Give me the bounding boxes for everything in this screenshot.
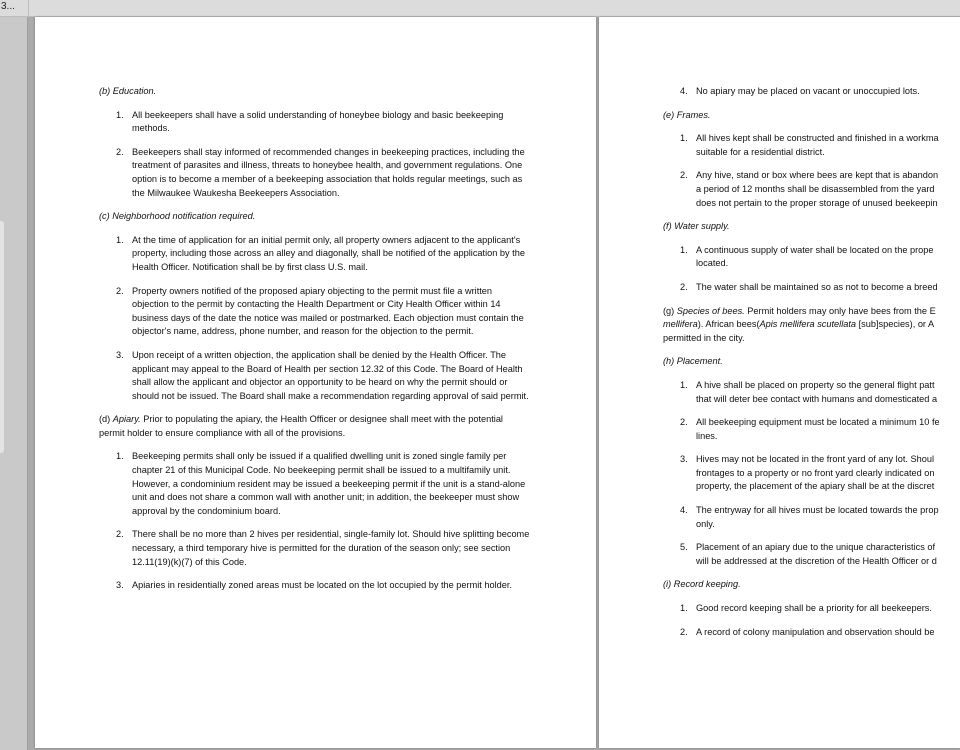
section-f-title: (f) Water supply. xyxy=(663,221,730,232)
item-line: property, the placement of the apiary shall be at the discret xyxy=(696,481,935,492)
item-number: 2. xyxy=(116,146,124,157)
list-item xyxy=(663,626,960,640)
item-text: There shall be no more than 2 hives per residential, single-family lot. Should hive splitting become necessary, a third temporary hive is permitted for the duration of the season only; see section 12.11(19)(k)(7) of this Code. xyxy=(132,529,530,567)
section-g-text: ). African bees( xyxy=(697,319,760,330)
section-i-heading xyxy=(663,578,960,592)
item-number: 2. xyxy=(680,281,688,292)
item-number: 2. xyxy=(116,529,124,540)
section-g-title: Species of bees. xyxy=(676,305,745,316)
item-line: that will deter bee contact with humans and domesticated a xyxy=(696,393,938,404)
page-2-content xyxy=(663,85,960,649)
species-name: mellifera xyxy=(663,319,698,330)
item-number: 4. xyxy=(680,86,688,96)
list-item xyxy=(99,146,531,200)
section-d-heading xyxy=(99,413,531,440)
item-text: Beekeeping permits shall only be issued if a qualified dwelling unit is zoned single family per chapter 21 of this Municipal Code. No beekeeping permit shall be issued to a multifamily unit. However, a condominium resident may be issued a beekeeping permit if the unit is a stand-alone unit and does not share a common wall with another unit; in addition, the beekeeper must show approval by the condominium board. xyxy=(132,451,526,516)
left-sidebar xyxy=(0,17,28,750)
item-text: Apiaries in residentially zoned areas must be located on the lot occupied by the permit holder. xyxy=(132,580,512,591)
item-number: 3. xyxy=(116,349,124,360)
document-page-2 xyxy=(599,17,960,748)
item-number: 1. xyxy=(116,234,124,245)
section-e-title: (e) Frames. xyxy=(663,109,711,120)
item-line: lines. xyxy=(696,430,718,441)
list-item xyxy=(99,528,531,569)
item-line: Any hive, stand or box where bees are kept that is abandon xyxy=(696,170,939,181)
list-item xyxy=(99,234,531,275)
section-f-list xyxy=(663,244,960,295)
item-line: only. xyxy=(696,518,715,529)
item-line: located. xyxy=(696,258,729,269)
item-line: does not pertain to the proper storage of unused beekeepin xyxy=(696,197,938,208)
section-c-title: (c) Neighborhood notification required. xyxy=(99,211,256,222)
section-c-heading xyxy=(99,210,531,224)
item-number: 2. xyxy=(680,170,688,181)
section-d-label: (d) xyxy=(99,414,113,425)
list-item xyxy=(99,450,531,518)
item-line: Placement of an apiary due to the unique characteristics of xyxy=(696,542,936,553)
section-b-title: (b) Education. xyxy=(99,86,157,96)
item-number: 2. xyxy=(116,285,124,296)
section-g-text: Permit holders may only have bees from the E xyxy=(744,305,936,316)
item-text: Good record keeping shall be a priority for all beekeepers. xyxy=(696,603,932,614)
list-item xyxy=(663,602,960,616)
item-line: Hives may not be located in the front yard of any lot. Shoul xyxy=(696,454,934,465)
section-g-paragraph xyxy=(663,305,960,346)
item-line: The water shall be maintained so as not to become a breed xyxy=(696,281,938,292)
section-d-list-continued xyxy=(663,85,960,99)
list-item xyxy=(663,453,960,494)
list-item xyxy=(663,169,960,210)
section-d-title: Apiary. xyxy=(112,414,141,425)
section-i-list xyxy=(663,602,960,639)
section-f-heading xyxy=(663,220,960,234)
top-toolbar xyxy=(0,0,960,17)
page-1-content xyxy=(99,85,531,603)
list-item xyxy=(663,379,960,406)
window-tab[interactable]: 3... xyxy=(1,1,15,12)
section-b-list xyxy=(99,109,531,201)
document-page-1 xyxy=(35,17,596,748)
item-line: All beekeeping equipment must be located a minimum 10 fe xyxy=(696,417,940,428)
item-line: The entryway for all hives must be located towards the prop xyxy=(696,505,939,516)
item-number: 1. xyxy=(680,133,688,144)
item-line: a period of 12 months shall be disassembled from the yard xyxy=(696,183,935,194)
section-d-list xyxy=(99,450,531,592)
item-text: A record of colony manipulation and observation should be xyxy=(696,626,935,637)
list-item xyxy=(663,281,960,295)
item-number: 1. xyxy=(680,244,688,255)
item-line: All hives kept shall be constructed and finished in a workma xyxy=(696,133,939,144)
item-line: A hive shall be placed on property so the general flight patt xyxy=(696,379,935,390)
item-line: frontages to a property or no front yard clearly indicated on xyxy=(696,467,935,478)
list-item xyxy=(663,132,960,159)
item-text: No apiary may be placed on vacant or unoccupied lots. xyxy=(696,86,920,96)
section-i-title: (i) Record keeping. xyxy=(663,579,741,590)
item-line: A continuous supply of water shall be located on the prope xyxy=(696,244,934,255)
item-text: Property owners notified of the proposed apiary objecting to the permit must file a written objection to the permit by contacting the Health Department or City Health Officer within 14 business days of the date the notice was mailed or postmarked. Each objection must contain the objector's name, address, phone number, and reason for the objection to the permit. xyxy=(132,285,524,337)
item-text: Upon receipt of a written objection, the application shall be denied by the Health Officer. The applicant may appeal to the Board of Health per section 12.32 of this Code. The Board of Health shall allow the applicant and objector an opportunity to be heard on why the permit should or should not be issued. The Board shall make a recommendation regarding approval of said permit. xyxy=(132,349,529,401)
section-h-heading xyxy=(663,355,960,369)
section-b-heading xyxy=(99,85,531,99)
item-text: At the time of application for an initial permit only, all property owners adjacent to the applicant's property, including those across an alley and diagonally, shall be notified of the application by the Health Officer. Notification shall be by first class U.S. mail. xyxy=(132,234,525,272)
item-number: 1. xyxy=(680,379,688,390)
item-text: Beekeepers shall stay informed of recommended changes in beekeeping practices, including the treatment of parasites and illness, threats to honeybee health, and government regulations. One option is to become a member of a beekeeping association that holds regular meetings, such as the Milwaukee Waukesha Beekeepers Association. xyxy=(132,146,525,198)
section-d-text: Prior to populating the apiary, the Health Officer or designee shall meet with the potential permit holder to ensure compliance with all of the provisions. xyxy=(99,414,503,438)
list-item xyxy=(663,541,960,568)
item-number: 1. xyxy=(116,451,124,462)
item-number: 3. xyxy=(680,454,688,465)
item-number: 1. xyxy=(680,603,688,614)
section-h-title: (h) Placement. xyxy=(663,356,723,367)
list-item xyxy=(99,109,531,136)
species-name: Apis mellifera scutellata xyxy=(759,319,857,330)
item-number: 2. xyxy=(680,626,688,637)
item-number: 2. xyxy=(680,417,688,428)
tab-divider xyxy=(28,0,29,16)
list-item xyxy=(99,579,531,593)
item-number: 4. xyxy=(680,505,688,516)
item-number: 5. xyxy=(680,542,688,553)
list-item xyxy=(99,285,531,339)
list-item xyxy=(663,85,960,99)
item-number: 3. xyxy=(116,580,124,591)
sidebar-handle[interactable] xyxy=(0,221,4,453)
list-item xyxy=(663,504,960,531)
list-item xyxy=(99,349,531,403)
section-g-text: permitted in the city. xyxy=(663,332,745,343)
section-h-list xyxy=(663,379,960,569)
item-line: suitable for a residential district. xyxy=(696,146,825,157)
item-text: All beekeepers shall have a solid understanding of honeybee biology and basic beekeeping methods. xyxy=(132,109,504,134)
list-item xyxy=(663,244,960,271)
item-number: 1. xyxy=(116,109,124,120)
section-g-text: [sub]species), or A xyxy=(856,319,935,330)
section-g-label: (g) xyxy=(663,305,677,316)
list-item xyxy=(663,416,960,443)
section-e-list xyxy=(663,132,960,210)
section-e-heading xyxy=(663,109,960,123)
section-c-list xyxy=(99,234,531,404)
item-line: will be addressed at the discretion of the Health Officer or d xyxy=(696,555,937,566)
